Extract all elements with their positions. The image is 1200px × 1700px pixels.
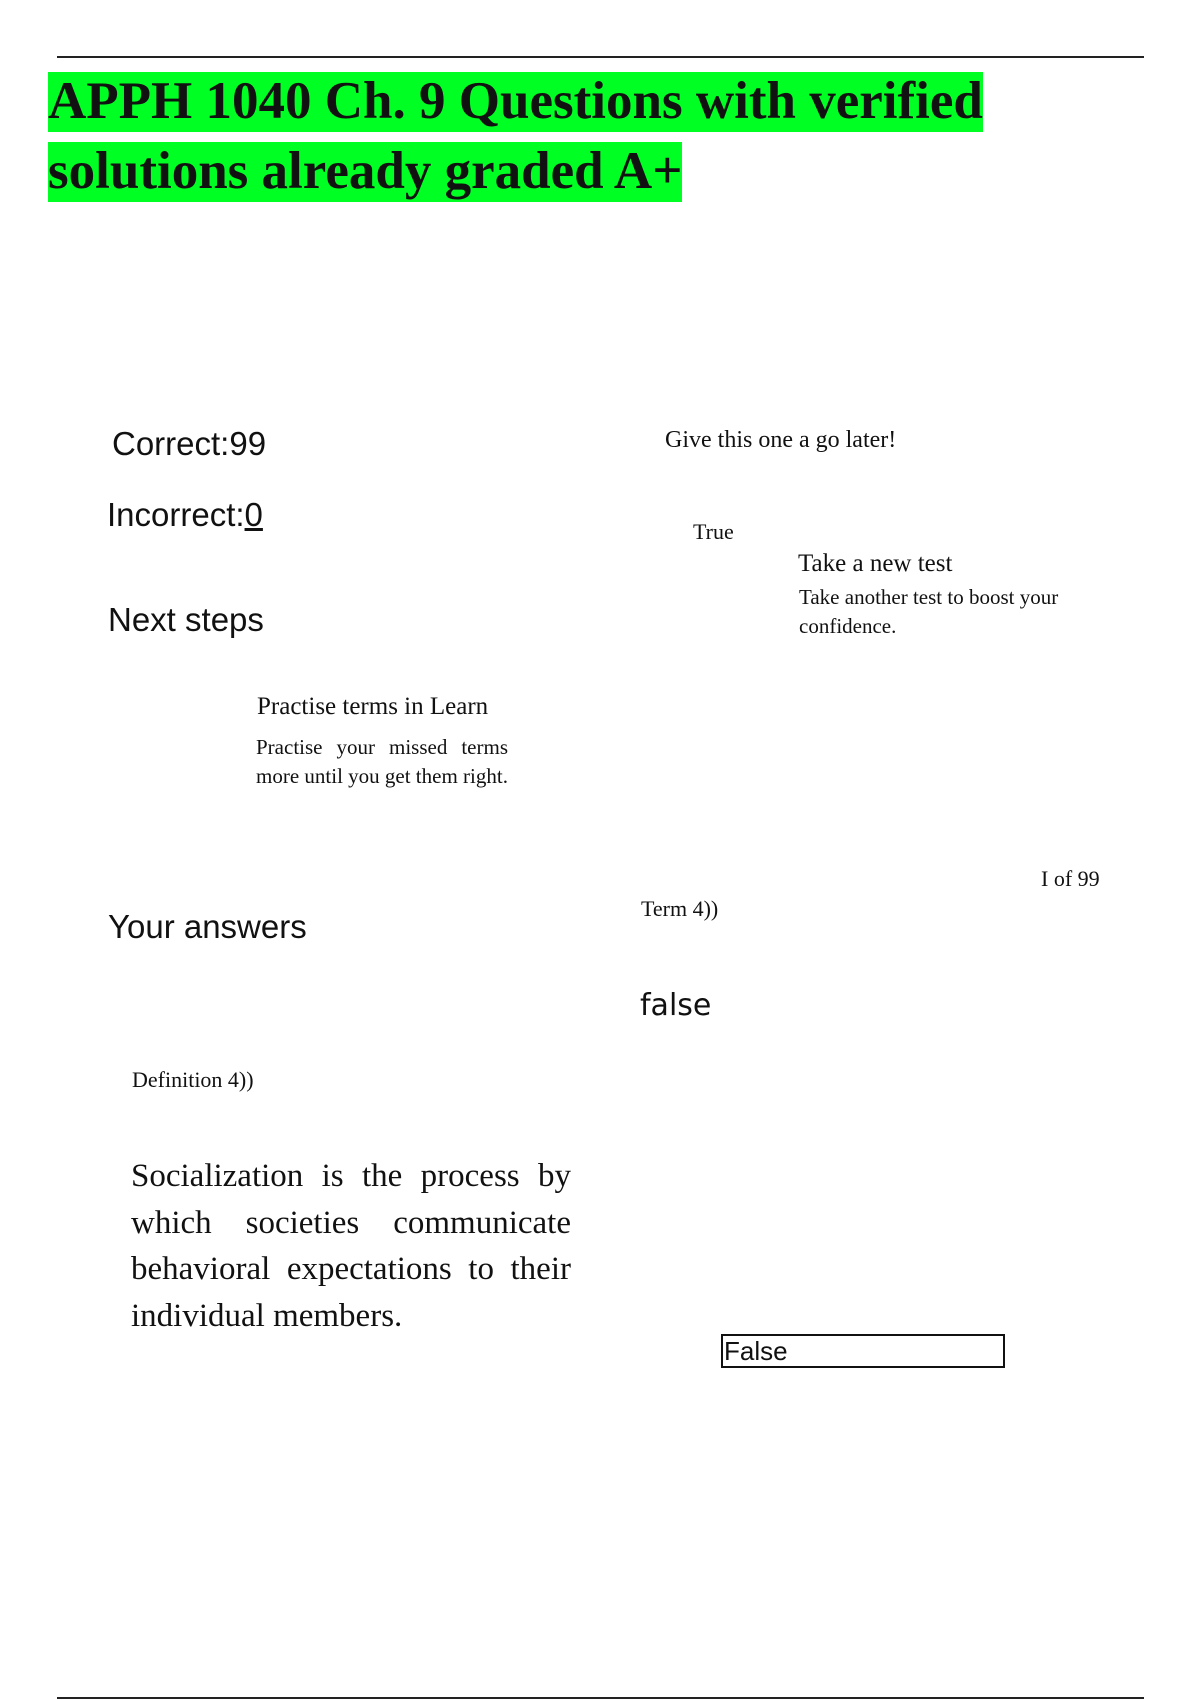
- your-answers-heading: Your answers: [108, 908, 307, 945]
- correct-label: Correct:: [112, 425, 230, 462]
- top-rule: [57, 56, 1144, 58]
- incorrect-value: 0: [244, 496, 263, 533]
- answer-box[interactable]: False: [721, 1334, 1005, 1368]
- next-steps-heading: Next steps: [108, 601, 264, 638]
- definition-label: Definition 4)): [132, 1067, 254, 1092]
- new-test-title[interactable]: Take a new test: [798, 550, 953, 577]
- term-value: false: [640, 988, 712, 1023]
- learn-card-title[interactable]: Practise terms in Learn: [257, 693, 489, 720]
- new-test-description: Take another test to boost your confidence.: [799, 585, 1059, 638]
- learn-card-description: Practise your missed terms more until you get them right.: [256, 735, 508, 788]
- title-highlight: APPH 1040 Ch. 9 Questions with verified solutions already graded A+: [48, 72, 983, 200]
- term-label: Term 4)): [641, 896, 719, 921]
- bottom-rule: [57, 1697, 1144, 1699]
- document-title: [48, 66, 1148, 206]
- incorrect-label: Incorrect:: [107, 496, 245, 533]
- give-later-link[interactable]: Give this one a go later!: [665, 427, 897, 453]
- correct-count: [112, 424, 266, 464]
- definition-text: Socialization is the process by which societies communicate behavioral expectations to their individual members.: [131, 1158, 571, 1334]
- true-option[interactable]: True: [693, 519, 734, 544]
- incorrect-count: [107, 495, 263, 535]
- correct-value: 99: [229, 425, 267, 462]
- question-counter: I of 99: [1041, 866, 1100, 891]
